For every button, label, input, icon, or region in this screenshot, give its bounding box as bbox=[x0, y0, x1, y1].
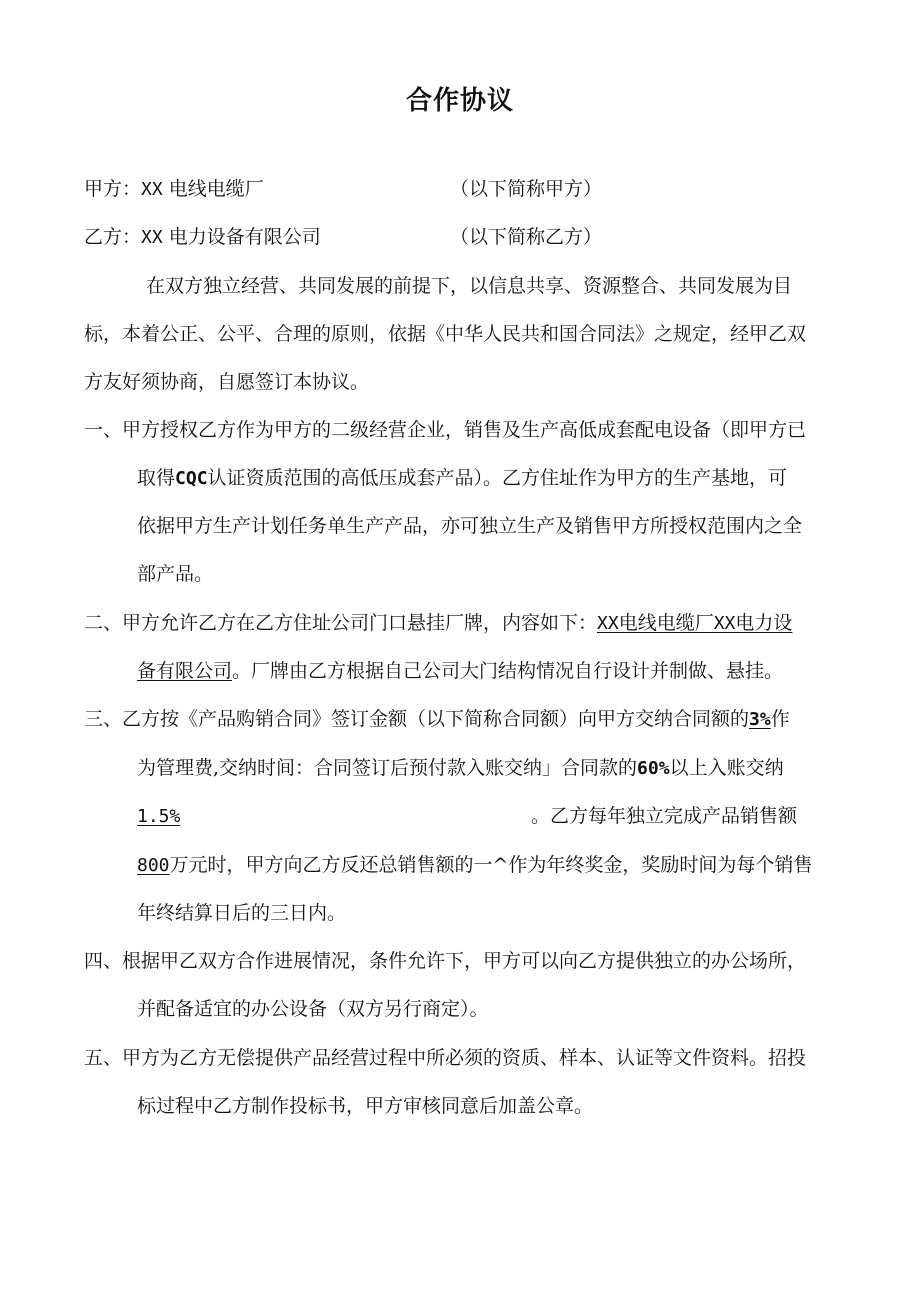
clause-3-number: 三、 bbox=[84, 708, 123, 730]
clause-1-number: 一、 bbox=[84, 419, 123, 441]
clause-1-line-2 bbox=[137, 465, 787, 492]
clause-2-sign-text: 备有限公司 bbox=[137, 660, 233, 682]
party-a-name: 电线电缆厂 bbox=[168, 178, 264, 200]
clause-3-line-3-pct bbox=[137, 803, 180, 830]
clause-3-fee-percent: 3% bbox=[749, 709, 771, 730]
clause-1-line-3: 依据甲方生产计划任务单生产产品，亦可独立生产及销售甲方所授权范围内之全 bbox=[137, 515, 803, 537]
clause-3-line-3-text: 。乙方每年独立完成产品销售额 bbox=[531, 805, 798, 827]
clause-3-text: 以上入账交纳 bbox=[669, 757, 784, 779]
party-a bbox=[84, 176, 264, 203]
party-a-note: （以下简称甲方） bbox=[450, 178, 603, 200]
clause-2-sign-text: 电力设 bbox=[735, 612, 793, 634]
clause-3-rate-percent: 1.5% bbox=[137, 806, 181, 827]
clause-3-line-1 bbox=[122, 706, 790, 733]
party-b bbox=[84, 224, 321, 251]
clause-2-sign-text: 电线电缆厂 bbox=[618, 612, 714, 634]
clause-1-cert-code: CQC bbox=[175, 468, 208, 489]
party-a-label: 甲方： bbox=[84, 178, 142, 200]
preamble-line-2: 标，本着公正、公平、合理的原则，依据《中华人民共和国合同法》之规定，经甲乙双 bbox=[84, 323, 807, 345]
clause-1-line-4: 部产品。 bbox=[137, 563, 214, 585]
clause-5-number: 五、 bbox=[84, 1047, 123, 1069]
clause-2-sign-content bbox=[597, 612, 792, 634]
clause-3-line-4 bbox=[137, 852, 812, 879]
clause-2-code: XX bbox=[713, 613, 736, 634]
clause-1-text: 认证资质范围的高低压成套产品）。乙方住址作为甲方的生产基地，可 bbox=[207, 467, 788, 489]
clause-3-text: 为管理费,交纳时间：合同签订后预付款入账交纳」合同款的 bbox=[137, 757, 638, 779]
preamble-line-3: 方友好须协商，自愿签订本协议。 bbox=[84, 371, 370, 393]
clause-2-line-1 bbox=[122, 610, 792, 637]
clause-5-line-2: 标过程中乙方制作投标书，甲方审核同意后加盖公章。 bbox=[137, 1095, 594, 1117]
clause-3-text: 万元时，甲方向乙方反还总销售额的一^作为年终奖金，奖励时间为每个销售 bbox=[169, 854, 813, 876]
clause-4-line-2: 并配备适宜的办公设备（双方另行商定）。 bbox=[137, 998, 489, 1020]
clause-3-payment-percent: 60% bbox=[637, 758, 670, 779]
document-title: 合作协议 bbox=[405, 86, 514, 116]
clause-3-text: 作 bbox=[770, 708, 790, 730]
party-b-label: 乙方： bbox=[84, 226, 142, 248]
preamble-line-1: 在双方独立经营、共同发展的前提下，以信息共享、资源整合、共同发展为目 bbox=[146, 275, 793, 297]
party-b-name: 电力设备有限公司 bbox=[168, 226, 321, 248]
clause-1-line-1: 甲方授权乙方作为甲方的二级经营企业，销售及生产高低成套配电设备（即甲方已 bbox=[122, 419, 807, 441]
clause-2-number: 二、 bbox=[84, 612, 123, 634]
clause-2-text: 甲方允许乙方在乙方住址公司门口悬挂厂牌，内容如下： bbox=[122, 612, 598, 634]
clause-3-text: 乙方按《产品购销合同》签订金额（以下简称合同额）向甲方交纳合同额的 bbox=[122, 708, 750, 730]
clause-5-line-1: 甲方为乙方无偿提供产品经营过程中所必须的资质、样本、认证等文件资料。招投 bbox=[122, 1047, 807, 1069]
party-a-code: XX bbox=[141, 179, 163, 200]
clause-3-line-5: 年终结算日后的三日内。 bbox=[137, 902, 347, 924]
clause-1-text: 取得 bbox=[137, 467, 176, 489]
clause-3-line-2 bbox=[137, 755, 784, 782]
clause-4-number: 四、 bbox=[84, 950, 123, 972]
clause-2-code: XX bbox=[597, 613, 619, 634]
clause-2-line-2 bbox=[137, 658, 783, 684]
party-b-code: XX bbox=[141, 227, 163, 248]
party-b-note: （以下简称乙方） bbox=[450, 226, 603, 248]
clause-2-text: 。厂牌由乙方根据自己公司大门结构情况自行设计并制做、悬挂。 bbox=[232, 660, 784, 682]
clause-4-line-1: 根据甲乙双方合作进展情况，条件允许下，甲方可以向乙方提供独立的办公场所， bbox=[122, 950, 807, 972]
clause-3-sales-amount: 800 bbox=[137, 855, 170, 876]
